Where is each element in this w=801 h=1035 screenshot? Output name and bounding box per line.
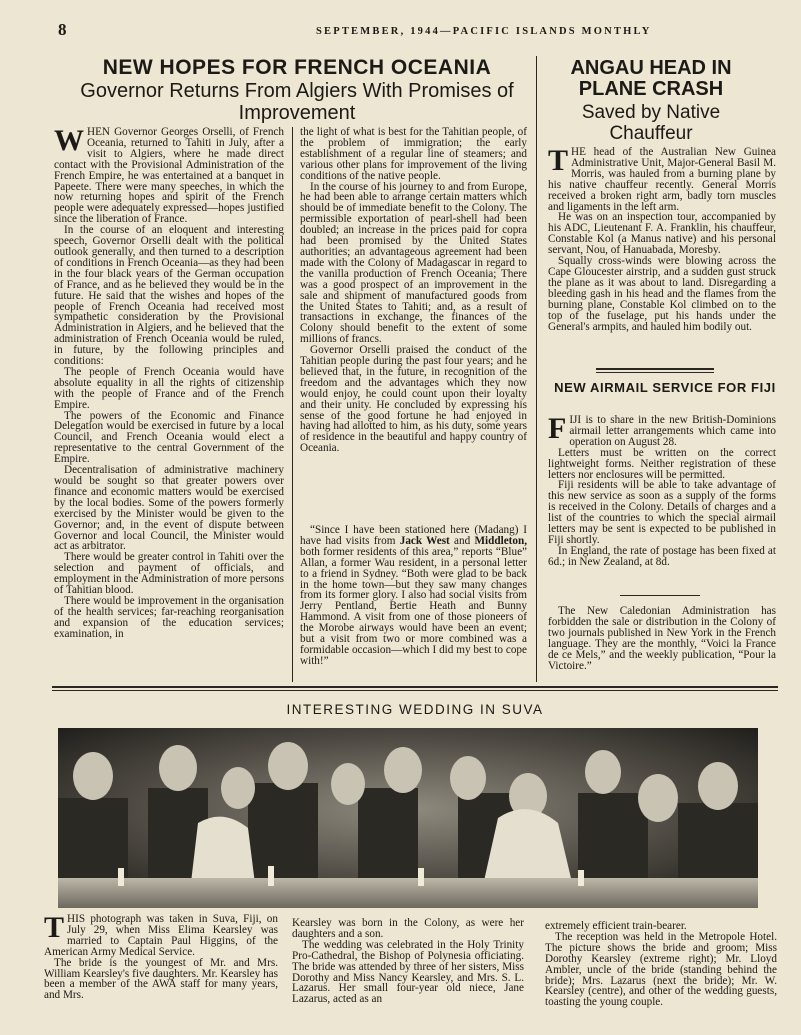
paragraph: There would be improvement in the organisation of the health services; far-reaching reorganisation and expansion of the education services; examination, in (54, 594, 284, 640)
main-headline: NEW HOPES FOR FRENCH OCEANIA (102, 56, 492, 79)
paragraph: The people of French Oceania would have absolute equality in all the rights of citizenship with the people of France and of the French Empire. (54, 365, 284, 411)
angau-subhead: Saved by Native Chauffeur (581, 102, 721, 144)
section-rule (596, 372, 714, 373)
airmail-body (548, 412, 776, 568)
quote-item (300, 525, 527, 667)
wedding-heading: INTERESTING WEDDING IN SUVA (286, 702, 544, 717)
paragraph: Letters must be written on the correct lightweight forms. Neither registration of these letters nor enclosures will be permitted. (548, 446, 776, 481)
wedding-col-1 (44, 911, 278, 1002)
airmail-headline: NEW AIRMAIL SERVICE FOR FIJI (554, 380, 776, 395)
running-head: SEPTEMBER, 1944—PACIFIC ISLANDS MONTHLY (316, 26, 652, 37)
name-middleton: Middleton, (474, 534, 527, 547)
paragraph: The reception was held in the Metropole Hotel. The picture shows the bride and groom; Miss Dorothy Kearsley (extreme right); Mr. Lloyd Ambler, uncle of the bride (standing behind the bride); Mrs. Lazarus (next the bride); Mr. W. Kearsley (centre), and other of the wedding guests, toasting the young couple. (545, 930, 777, 1009)
angau-headline: ANGAU HEAD IN PLANE CRASH (570, 57, 732, 100)
wedding-col-3 (545, 921, 777, 1008)
paragraph: The powers of the Economic and Finance Delegation would be exercised in future by a local Council, and French Oceania would elect a representative to the central Government of the Empire. (54, 409, 284, 466)
drop-cap: T (44, 911, 65, 944)
drop-cap: W (54, 124, 84, 157)
paragraph: HE head of the Australian New Guinea Administrative Unit, Major-General Basil M. Morris, was hauled from a burning plane by his native chauffeur recently. General Morris received a broken right arm, badly torn muscles and ligaments in the left arm. (548, 146, 776, 213)
section-rule (596, 368, 714, 370)
paragraph: HIS photograph was taken in Suva, Fiji, on July 29, when Miss Elima Kearsley was married to Captain Paul Higgins, of the American Army Medical Service. (44, 913, 278, 958)
paragraph: Fiji residents will be able to take advantage of this new service as soon as a supply of the forms is received in the Colony. Details of charges and a list of the countries to which the special airmail letters may be sent is expected to be published in Fiji shortly. (548, 479, 776, 546)
paragraph: In England, the rate of postage has been fixed at 6d.; in New Zealand, at 8d. (548, 544, 776, 568)
paragraph: The wedding was celebrated in the Holy Trinity Pro-Cathedral, the Bishop of Polynesia officiating. The bride was attended by three of her sisters, Miss Dorothy and Miss Nancy Kearsley, and Mrs. S. L. Lazarus. Her small four-year old niece, Jane Lazarus, acted as an (292, 938, 524, 1006)
paragraph: the light of what is best for the Tahitian people, of the problem of immigration; the early establishment of a regular line of steamers; and various other plans for improvement of the living conditions of the native people. (300, 126, 527, 182)
paragraph: He was on an inspection tour, accompanied by his ADC, Lieutenant F. A. Franklin, his chauffeur, Constable Kol (a Manus native) and his personal servant, Nou, of Hanuabada, Moresby. (548, 211, 776, 257)
column-rule (292, 127, 293, 682)
main-subhead: Governor Returns From Algiers With Promises of Improvement (80, 80, 514, 124)
paragraph: In the course of an eloquent and interesting speech, Governor Orselli dealt with the political outlook generally, and then turned to a description of conditions in French Oceania—as they had been in the four black years of the German occupation of France, and as he believed they would be in the future. He said that the wishes and hopes of the people of French Oceania had received most sympathetic consideration by the Provisional Administration in Algiers, and he believed that the administration of French Oceania would be ruled, in future, by the following principles and conditions: (54, 224, 284, 368)
paragraph: Squally cross-winds were blowing across the Cape Gloucester airstrip, and a sudden gust struck the plane as it was about to land. Disregarding a bleeding gash in his head and the flames from the burning plane, Constable Kol climbed on to the top of the fuselage, put his hands under the General's armpits, and hauled him bodily out. (548, 255, 776, 333)
paragraph: The bride is the youngest of Mr. and Mrs. William Kearsley's five daughters. Mr. Kearsley has been a member of the AWA staff for many years, and Mrs. (44, 956, 278, 1002)
column-rule (536, 56, 537, 682)
paragraph: In the course of his journey to and from Europe, he had been able to arrange certain matters which should be of immediate benefit to the Colony. The permissible exportation of pearl-shell had been doubled; an increase in the prices paid for copra had been promised by the United States authorities; an advantageous agreement had been made with the Colony of Madagascar in regard to the vanilla production of French Oceania; There was a good prospect of an improvement in the sale and shipment of manufactured goods from the United States to Tahiti; and, as a result of transactions in exchange, the finances of the Colony should benefit to the extent of some millions of francs. (300, 180, 527, 346)
paragraph: There would be greater control in Tahiti over the selection and payment of officials, and employment in the Administration of more persons of Tahitian blood. (54, 551, 284, 597)
drop-cap: T (548, 144, 569, 177)
page-rule (52, 686, 778, 688)
paragraph: IJI is to share in the new British-Dominions airmail letter arrangements which came into operation on August 28. (569, 414, 776, 448)
wedding-col-2 (292, 918, 524, 1005)
page-rule (52, 690, 778, 691)
drop-cap: F (548, 412, 567, 445)
wedding-photo (58, 728, 758, 908)
caledonia-item (548, 606, 776, 671)
paragraph: extremely efficient train-bearer. (545, 920, 687, 932)
paragraph: Governor Orselli praised the conduct of the Tahitian people during the past four years; and he believed that, in the future, in recognition of the freedom and the advantages which they now would enjoy, he could count upon their loyalty and their unity. He concluded by expressing his sense of the good fortune he had enjoyed in having had allotted to him, as his duty, some years of residence in the beautiful and happy country of Oceania. (300, 344, 527, 455)
section-rule (620, 595, 700, 596)
page-number: 8 (58, 20, 67, 39)
paragraph: Kearsley was born in the Colony, as were her daughters and a son. (292, 917, 524, 940)
name-jack-west: Jack West (399, 534, 450, 547)
paragraph: “Since I have been stationed here (Madang) I have had visits from Jack West and Middleton, both former residents of this area,” reports “Blue” Allan, a former Wau resident, in a personal letter to a friend in Sydney. “Both were glad to be back in the home town—but they saw many changes from its former glory. I also had social visits from Jerry Pentland, Bertie Heath and Bunny Hammond. A visit from one of those pioneers of the Morobe airways would have been an event; but a visit from two or more combined was a formidable occasion—which I did my best to cope with!” (300, 524, 527, 667)
paragraph: HEN Governor Georges Orselli, of French Oceania, returned to Tahiti in July, after a visit to Algiers, where he made direct contact with the Provisional Administration of the French Empire, he was entertained at a banquet in Papeete. There were many speeches, in which the now returning hopes and spirit of the French people were adequately expressed—hopes justified since the liberation of France. (54, 126, 284, 226)
main-col-2 (300, 127, 527, 454)
main-col-1 (54, 124, 284, 640)
angau-body (548, 144, 776, 333)
paragraph: Decentralisation of administrative machinery would be sought so that greater powers over finance and economic matters would be exercised by the local bodies. Some of the powers formerly exercised by the Minister would be given to the Governor; and, in the event of dispute between Governor and local Council, the Minister would act as arbitrator. (54, 464, 284, 553)
paragraph: The New Caledonian Administration has forbidden the sale or distribution in the Colony of two journals published in New York in the French language. They are the monthly, “Voici la France de ce Mels,” and the weekly publication, “Pour la Victoire.” (548, 605, 776, 672)
